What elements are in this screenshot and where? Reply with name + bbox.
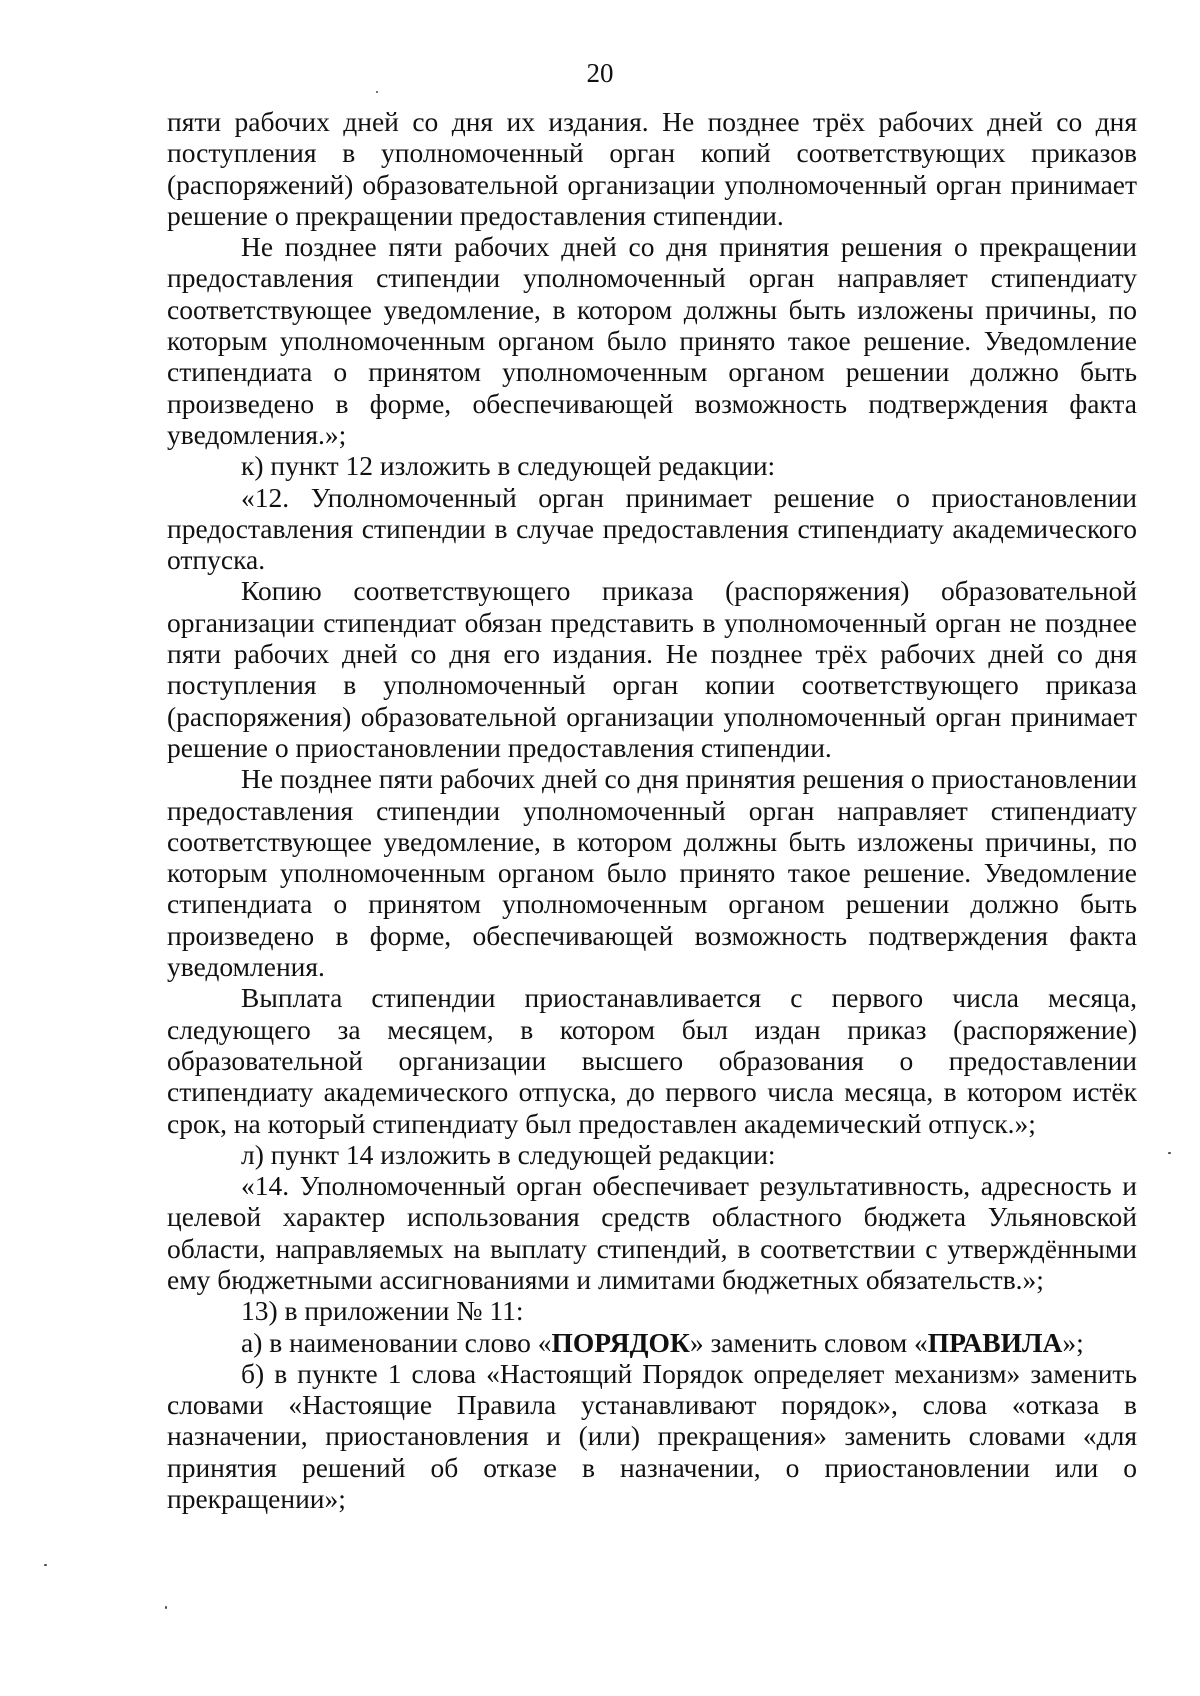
paragraph-continuation: пяти рабочих дней со дня их издания. Не позднее трёх рабочих дней со дня поступления в уполномоченный орган копий соответствующих приказов (распоряжений) образовательной организации уполномоченный орган принимает решение о прекращении предоставления стипендии. (167, 106, 1137, 231)
scan-speck (44, 1564, 47, 1566)
paragraph-item-k: к) пункт 12 изложить в следующей редакции: (241, 450, 776, 482)
paragraph-suspension-notice: Не позднее пяти рабочих дней со дня принятия решения о приостановлении предоставления стипендии уполномоченный орган направляет стипендиату соответствующее уведомление, в котором должны быть изложены причины, по которым уполномоченным органом было принято такое решение. Уведомление стипендиата о принятом уполномоченным органом решении должно быть произведено в форме, обеспечивающей возможность подтверждения факта уведомления. (167, 763, 1137, 983)
scan-speck (165, 1606, 167, 1609)
paragraph-item-13: 13) в приложении № 11: (241, 1295, 524, 1327)
bold-word-poryadok: ПОРЯДОК (551, 1326, 690, 1358)
paragraph-clause-12: «12. Уполномоченный орган принимает решение о приостановлении предоставления стипендии в случае предоставления стипендиату академического отпуска. (167, 481, 1137, 576)
paragraph-item-b: б) в пункте 1 слова «Настоящий Порядок определяет механизм» заменить словами «Настоящие Правила устанавливают порядок», слова «отказа в назначении, приостановления и (или) прекращения» заменить словами «для принятия решений об отказе в назначении, о приостановлении или о прекращении»; (167, 1357, 1137, 1515)
item-a-middle: » заменить словом « (689, 1326, 928, 1358)
paragraph-termination-notice: Не позднее пяти рабочих дней со дня принятия решения о прекращении предоставления стипендии уполномоченный орган направляет стипендиату соответствующее уведомление, в котором должны быть изложены причины, по которым уполномоченным органом было принято такое решение. Уведомление стипендиата о принятом уполномоченным органом решении должно быть произведено в форме, обеспечивающей возможность подтверждения факта уведомления.»; (167, 231, 1137, 450)
paragraph-item-a (167, 1327, 1137, 1358)
page-number: 20 (586, 58, 614, 88)
item-a-suffix: »; (1062, 1326, 1084, 1358)
document-body (167, 106, 1137, 1514)
scan-speck (1168, 1152, 1171, 1154)
paragraph-item-l: л) пункт 14 изложить в следующей редакции: (241, 1138, 776, 1170)
paragraph-payment-suspension: Выплата стипендии приостанавливается с первого числа месяца, следующего за месяцем, в котором был издан приказ (распоряжение) образовательной организации высшего образования о предоставлении стипендиату академического отпуска, до первого числа месяца, в котором истёк срок, на который стипендиату был предоставлен академический отпуск.»; (167, 982, 1137, 1139)
scan-speck (376, 91, 378, 93)
bold-word-pravila: ПРАВИЛА (927, 1326, 1063, 1358)
item-a-prefix: а) в наименовании слово « (241, 1326, 552, 1358)
paragraph-clause-14: «14. Уполномоченный орган обеспечивает результативность, адресность и целевой характер использования средств областного бюджета Ульяновской области, направляемых на выплату стипендий, в соответствии с утверждёнными ему бюджетными ассигнованиями и лимитами бюджетных обязательств.»; (167, 1170, 1137, 1295)
paragraph-order-copy: Копию соответствующего приказа (распоряжения) образовательной организации стипендиат обязан представить в уполномоченный орган не позднее пяти рабочих дней со дня его издания. Не позднее трёх рабочих дней со дня поступления в уполномоченный орган копии соответствующего приказа (распоряжения) образовательной организации уполномоченный орган принимает решение о приостановлении предоставления стипендии. (167, 575, 1137, 763)
